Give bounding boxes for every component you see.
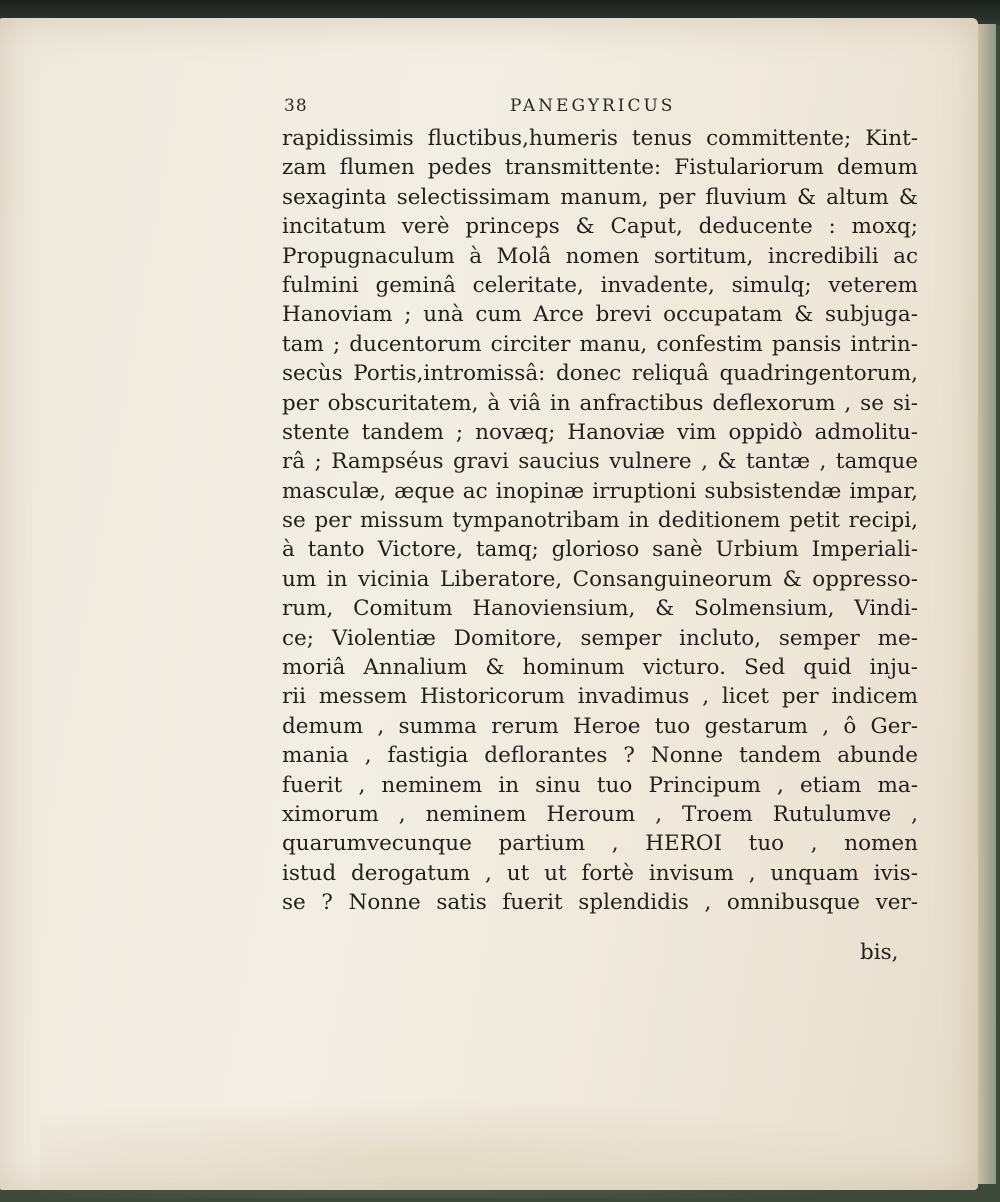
body-text — [282, 124, 918, 918]
text-line-13: masculæ, æque ac inopinæ irruptioni subsistendæ impar, — [282, 478, 918, 504]
text-line-17: rum, Comitum Hanoviensium, & Solmensium, Vindi- — [282, 596, 918, 622]
text-line-19: moriâ Annalium & hominum victuro. Sed quid inju- — [282, 655, 918, 681]
running-title: PANEGYRICUS — [510, 96, 676, 116]
text-line-18: ce; Violentiæ Domitore, semper incluto, semper me- — [282, 625, 918, 651]
text-line-10: per obscuritatem, à viâ in anfractibus deflexorum , se si- — [282, 390, 918, 416]
paper-stain — [40, 1098, 940, 1198]
text-line-1: rapidissimis fluctibus,humeris tenus committente; Kint- — [282, 126, 918, 151]
text-line-11: stente tandem ; novæq; Hanoviæ vim oppidò admolitu- — [282, 419, 918, 445]
text-line-23: fuerit , neminem in sinu tuo Principum , etiam ma- — [282, 772, 918, 798]
page-number: 38 — [284, 96, 308, 116]
text-line-5: Propugnaculum à Molâ nomen sortitum, incredibili ac — [282, 243, 918, 269]
catchword: bis, — [860, 940, 899, 965]
page-header — [284, 94, 914, 120]
text-line-27: se ? Nonne satis fuerit splendidis , omnibusque ver- — [282, 890, 918, 916]
text-line-20: rii messem Historicorum invadimus , licet per indicem — [282, 684, 918, 710]
text-line-24: ximorum , neminem Heroum , Troem Rutulumve , — [282, 801, 918, 827]
text-line-2: zam flumen pedes transmittente: Fistulariorum demum — [282, 155, 918, 181]
text-line-22: mania , fastigia deflorantes ? Nonne tandem abunde — [282, 743, 918, 769]
text-line-9: secùs Portis,intromissâ: donec reliquâ quadringentorum, — [282, 361, 918, 387]
text-line-26: istud derogatum , ut ut fortè invisum , unquam ivis- — [282, 860, 918, 886]
text-line-7: Hanoviam ; unà cum Arce brevi occupatam & subjuga- — [282, 302, 918, 328]
text-line-25: quarumvecunque partium , HEROI tuo , nomen — [282, 831, 918, 857]
text-line-4: incitatum verè princeps & Caput, deducente : moxq; — [282, 214, 918, 240]
text-line-21: demum , summa rerum Heroe tuo gestarum , ô Ger- — [282, 713, 918, 739]
text-line-12: râ ; Rampséus gravi saucius vulnere , & tantæ , tamque — [282, 449, 918, 475]
text-line-6: fulmini geminâ celeritate, invadente, simulq; veterem — [282, 272, 918, 298]
text-line-3: sexaginta selectissimam manum, per fluvium & altum & — [282, 184, 918, 210]
text-line-8: tam ; ducentorum circiter manu, confestim pansis intrin- — [282, 331, 918, 357]
text-line-14: se per missum tympanotribam in deditionem petit recipi, — [282, 508, 918, 534]
text-line-16: um in vicinia Liberatore, Consanguineorum & oppresso- — [282, 566, 918, 592]
text-line-15: à tanto Victore, tamq; glorioso sanè Urbium Imperiali- — [282, 537, 918, 563]
